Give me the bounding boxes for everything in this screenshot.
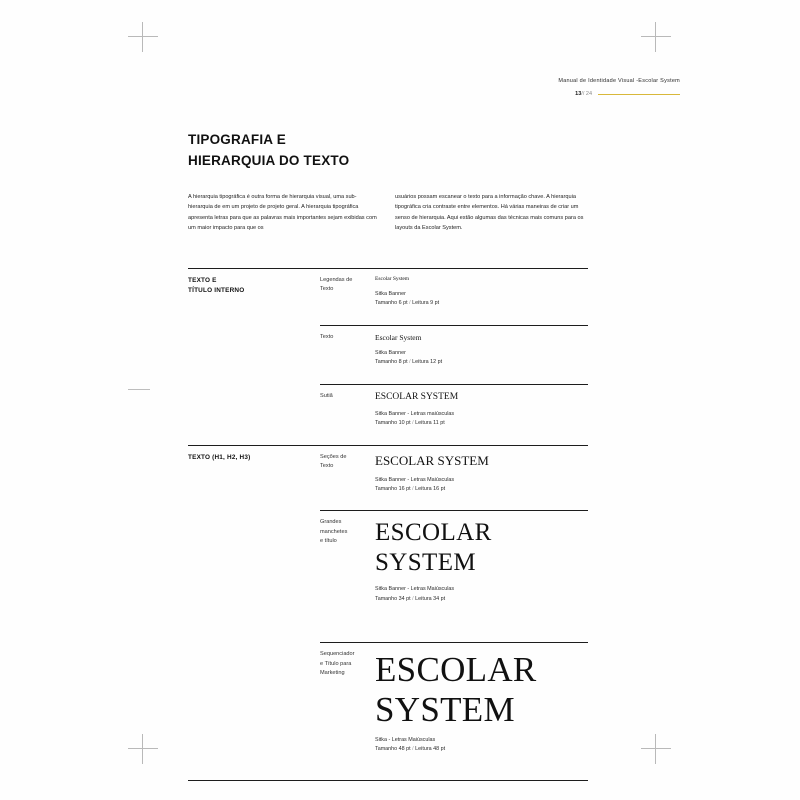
row-sample [375, 445, 588, 504]
row-sample [375, 268, 588, 318]
sample-meta [375, 736, 588, 755]
table-row [188, 318, 588, 377]
row-sample [375, 384, 588, 438]
sample-metrics: Tamanho 34 pt / Leitura 34 pt [375, 595, 446, 602]
table-row [188, 261, 588, 318]
sample-meta [375, 476, 588, 495]
table-row [188, 635, 588, 763]
sample-font: Sitka Banner [375, 349, 406, 356]
sample-font: Sitka Banner - Letras Maiúsculas [375, 586, 455, 593]
sample-leading: Leitura 34 pt [415, 595, 446, 602]
crop-mark-top-right-icon [641, 22, 671, 52]
sample-leading: Leitura 11 pt [415, 420, 445, 427]
row-group-label [188, 384, 320, 391]
sample-text: ESCOLAR SYSTEM [375, 519, 492, 577]
side-tick-mark-icon [128, 389, 150, 390]
sample-meta [375, 349, 588, 368]
sample-meta [375, 410, 588, 429]
row-group-label: TEXTO E TÍTULO INTERNO [188, 268, 320, 297]
table-row [188, 503, 588, 613]
sample-metrics: Tamanho 10 pt / Leitura 11 pt [375, 420, 445, 427]
intro-paragraphs [188, 192, 588, 233]
table-row [188, 438, 588, 504]
row-kind-label: Grandes manchetes e título [320, 510, 375, 546]
sample-size: Tamanho 34 pt [375, 595, 411, 602]
page-header [370, 78, 680, 97]
row-sample [375, 510, 588, 613]
row-kind-label: Seções de Texto [320, 445, 375, 471]
sample-leading: Leitura 48 pt [415, 746, 446, 753]
sample-text: ESCOLAR SYSTEM [375, 650, 537, 729]
row-kind-label: Sequenciador e Título para Marketing [320, 642, 375, 678]
sample-leading: Leitura 12 pt [412, 359, 443, 366]
sample-leading: Leitura 9 pt [412, 300, 440, 307]
row-sample [375, 325, 588, 377]
sample-metrics: Tamanho 16 pt / Leitura 16 pt [375, 485, 446, 492]
row-group-label [188, 325, 320, 332]
sample-size: Tamanho 8 pt [375, 359, 408, 366]
intro-column-1: A hierarquia tipográfica é outra forma de hierarquia visual, uma sub-hierarquia de em um projeto de projeto geral. A hierarquia tipográfica apresenta letras para que as palavras mais importantes sejam exibidas com um maior impacto para que os [188, 193, 377, 231]
sample-metrics: Tamanho 48 pt / Leitura 48 pt [375, 746, 446, 753]
page-number-value: 13 [575, 91, 582, 97]
sample-metrics: Tamanho 8 pt / Leitura 12 pt [375, 359, 443, 366]
sample-size: Tamanho 10 pt [375, 420, 411, 427]
sample-font: Sitka Banner - Letras maiúsculas [375, 411, 455, 418]
page-title [188, 130, 588, 172]
sample-font: Sitka Banner - Letras Maiúsculas [375, 476, 455, 483]
sample-text: Escolar System [375, 332, 422, 342]
sample-meta [375, 290, 588, 309]
page-title-line-2: HIERARQUIA DO TEXTO [188, 152, 350, 168]
row-sample [375, 642, 588, 763]
row-group-label [188, 642, 320, 649]
sample-font: Sitka - Letras Maiúsculas [375, 736, 436, 743]
document-title: Manual de Identidade Visual -Escolar System [558, 78, 680, 84]
sample-size: Tamanho 16 pt [375, 485, 411, 492]
sample-size: Tamanho 6 pt [375, 300, 408, 307]
page-content [188, 130, 588, 781]
row-kind-label: Texto [320, 325, 375, 342]
table-row [188, 377, 588, 438]
intro-column-2: usuários possam escanear o texto para a informação chave. A hierarquia tipográfica cria contraste entre elementos. Há várias maneiras de criar um senso de hierarquia. Aqui estão algumas das técnicas mais comuns para os layouts da Escolar System. [395, 193, 584, 231]
sample-text: Escolar System [375, 276, 410, 283]
row-kind-label: Legendas de Texto [320, 268, 375, 294]
page-number-total: // 24 [581, 91, 592, 97]
sample-text: ESCOLAR SYSTEM [375, 391, 459, 402]
footer-rule [188, 780, 588, 781]
page-title-line-1: TIPOGRAFIA E [188, 132, 286, 147]
crop-mark-bottom-right-icon [641, 734, 671, 764]
row-group-label [188, 510, 320, 517]
sample-font: Sitka Banner [375, 290, 406, 297]
page-number-block [370, 91, 680, 97]
sample-leading: Leitura 16 pt [415, 485, 446, 492]
type-scale-table [188, 261, 588, 780]
page-number [575, 91, 592, 97]
crop-mark-bottom-left-icon [128, 734, 158, 764]
sample-meta [375, 585, 588, 604]
row-group-label: TEXTO (H1, H2, H3) [188, 445, 320, 463]
crop-mark-top-left-icon [128, 22, 158, 52]
sample-size: Tamanho 48 pt [375, 746, 411, 753]
row-kind-label: Sutiã [320, 384, 375, 401]
header-accent-rule [598, 94, 680, 95]
sample-metrics: Tamanho 6 pt / Leitura 9 pt [375, 300, 440, 307]
sample-text: ESCOLAR SYSTEM [375, 452, 489, 468]
